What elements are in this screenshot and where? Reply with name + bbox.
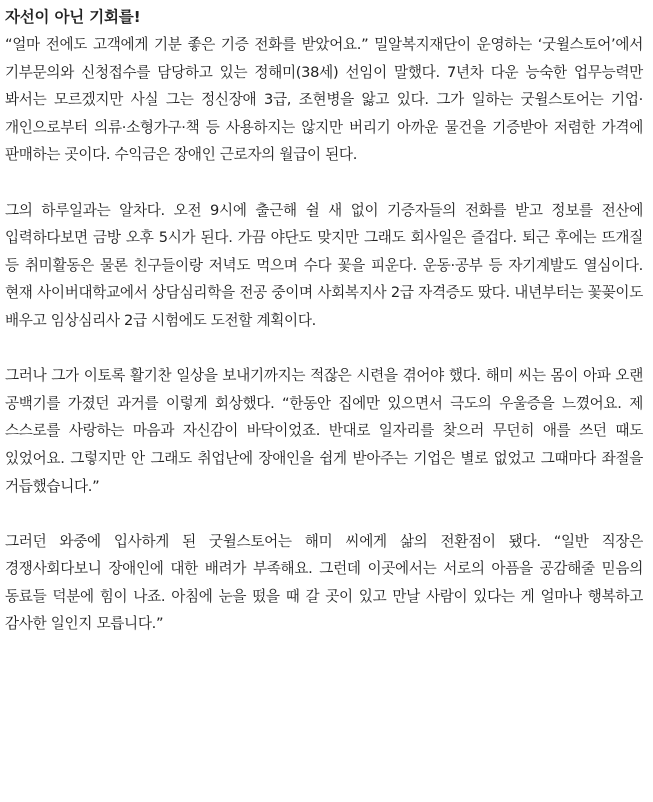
article-paragraph-1: “얼마 전에도 고객에게 기분 좋은 기증 전화를 받았어요.” 밀알복지재단이 운영하는 ‘굿윌스토어’에서 기부문의와 신청접수를 담당하고 있는 정해미(38세) 선임이 말했다. 7년차 다운 능숙한 업무능력만 봐서는 모르겠지만 사실 그는 정신장애 3급, 조현병을 앓고 있다. 그가 일하는 굿윌스토어는 기업·개인으로부터 의류·소형가구·책 등 사용하지는 않지만 버리기 아까운 물건을 기증받아 저렴한 가격에 판매하는 곳이다. 수익금은 장애인 근로자의 월급이 된다. [5, 36, 643, 164]
article-paragraph-4: 그러던 와중에 입사하게 된 굿윌스토어는 해미 씨에게 삶의 전환점이 됐다. “일반 직장은 경쟁사회다보니 장애인에 대한 배려가 부족해요. 그런데 이곳에서는 서로의 아픔을 공감해줄 믿음의 동료들 덕분에 힘이 나죠. 아침에 눈을 떴을 때 갈 곳이 있고 만날 사람이 있다는 게 얼마나 행복하고 감사한 일인지 모릅니다.” [5, 532, 643, 633]
article-title: 자선이 아닌 기회를! [5, 8, 141, 26]
article-paragraph-2: 그의 하루일과는 알차다. 오전 9시에 출근해 쉴 새 없이 기증자들의 전화를 받고 정보를 전산에 입력하다보면 금방 오후 5시가 된다. 가끔 야단도 맞지만 그래도 회사일은 즐겁다. 퇴근 후에는 뜨개질 등 취미활동은 물론 친구들이랑 저녁도 먹으며 수다 꽃을 피운다. 운동·공부 등 자기계발도 열심이다. 현재 사이버대학교에서 상담심리학을 전공 중이며 사회복지사 2급 자격증도 땄다. 내년부터는 꽃꽂이도 배우고 임상심리사 2급 시험에도 도전할 계획이다. [5, 201, 643, 329]
article-paragraph-3: 그러나 그가 이토록 활기찬 일상을 보내기까지는 적잖은 시련을 겪어야 했다. 해미 씨는 몸이 아파 오랜 공백기를 가졌던 과거를 이렇게 회상했다. “한동안 집에만 있으면서 극도의 우울증을 느꼈어요. 제 스스로를 사랑하는 마음과 자신감이 바닥이었죠. 반대로 일자리를 찾으러 무던히 애를 쓰던 때도 있었어요. 그렇지만 안 그래도 취업난에 장애인을 쉽게 받아주는 기업은 별로 없었고 그때마다 좌절을 거듭했습니다.” [5, 367, 643, 495]
